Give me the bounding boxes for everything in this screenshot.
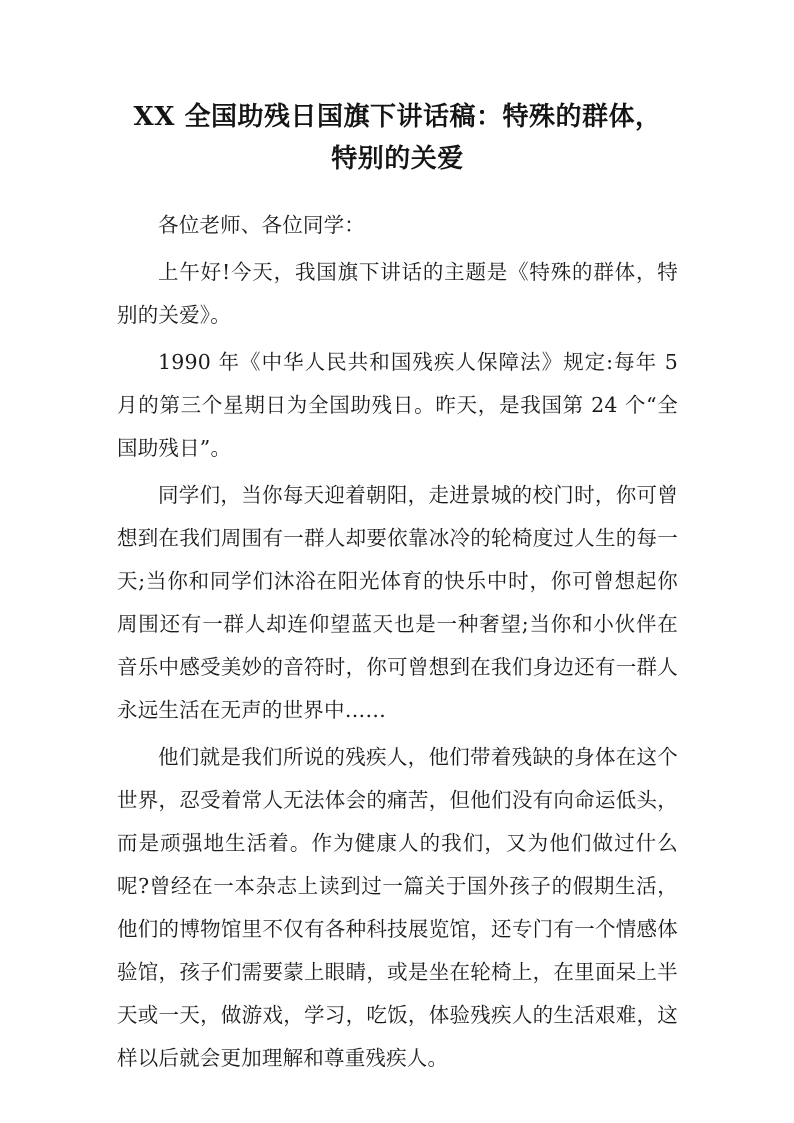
paragraph-law-reference: 1990 年《中华人民共和国残疾人保障法》规定:每年 5 月的第三个星期日为全国助残日。昨天，是我国第 24 个“全国助残日”。 [117, 350, 678, 460]
page-title: XX 全国助残日国旗下讲话稿：特殊的群体，特别的关爱 [133, 102, 662, 174]
paragraph-greeting: 上午好!今天，我国旗下讲话的主题是《特殊的群体，特别的关爱》。 [117, 260, 678, 327]
paragraph-reflection: 同学们，当你每天迎着朝阳，走进景城的校门时，你可曾想到在我们周围有一群人却要依靠冰冷的轮椅度过人生的每一天;当你和同学们沐浴在阳光体育的快乐中时，你可曾想起你周围还有一群人却连仰望蓝天也是一种奢望;当你和小伙伴在音乐中感受美妙的音符时，你可曾想到在我们身边还有一群人永远生活在无声的世界中…… [117, 483, 678, 722]
document-content [117, 96, 678, 1080]
paragraph-salutation: 各位老师、各位同学： [158, 213, 365, 237]
paragraph-empathy-example: 他们就是我们所说的残疾人，他们带着残缺的身体在这个世界，忍受着常人无法体会的痛苦，但他们没有向命运低头，而是顽强地生活着。作为健康人的我们，又为他们做过什么呢?曾经在一本杂志上读到过一篇关于国外孩子的假期生活，他们的博物馆里不仅有各种科技展览馆，还专门有一个情感体验馆，孩子们需要蒙上眼睛，或是坐在轮椅上，在里面呆上半天或一天，做游戏，学习，吃饭，体验残疾人的生活艰难，这样以后就会更加理解和尊重残疾人。 [117, 745, 678, 1070]
